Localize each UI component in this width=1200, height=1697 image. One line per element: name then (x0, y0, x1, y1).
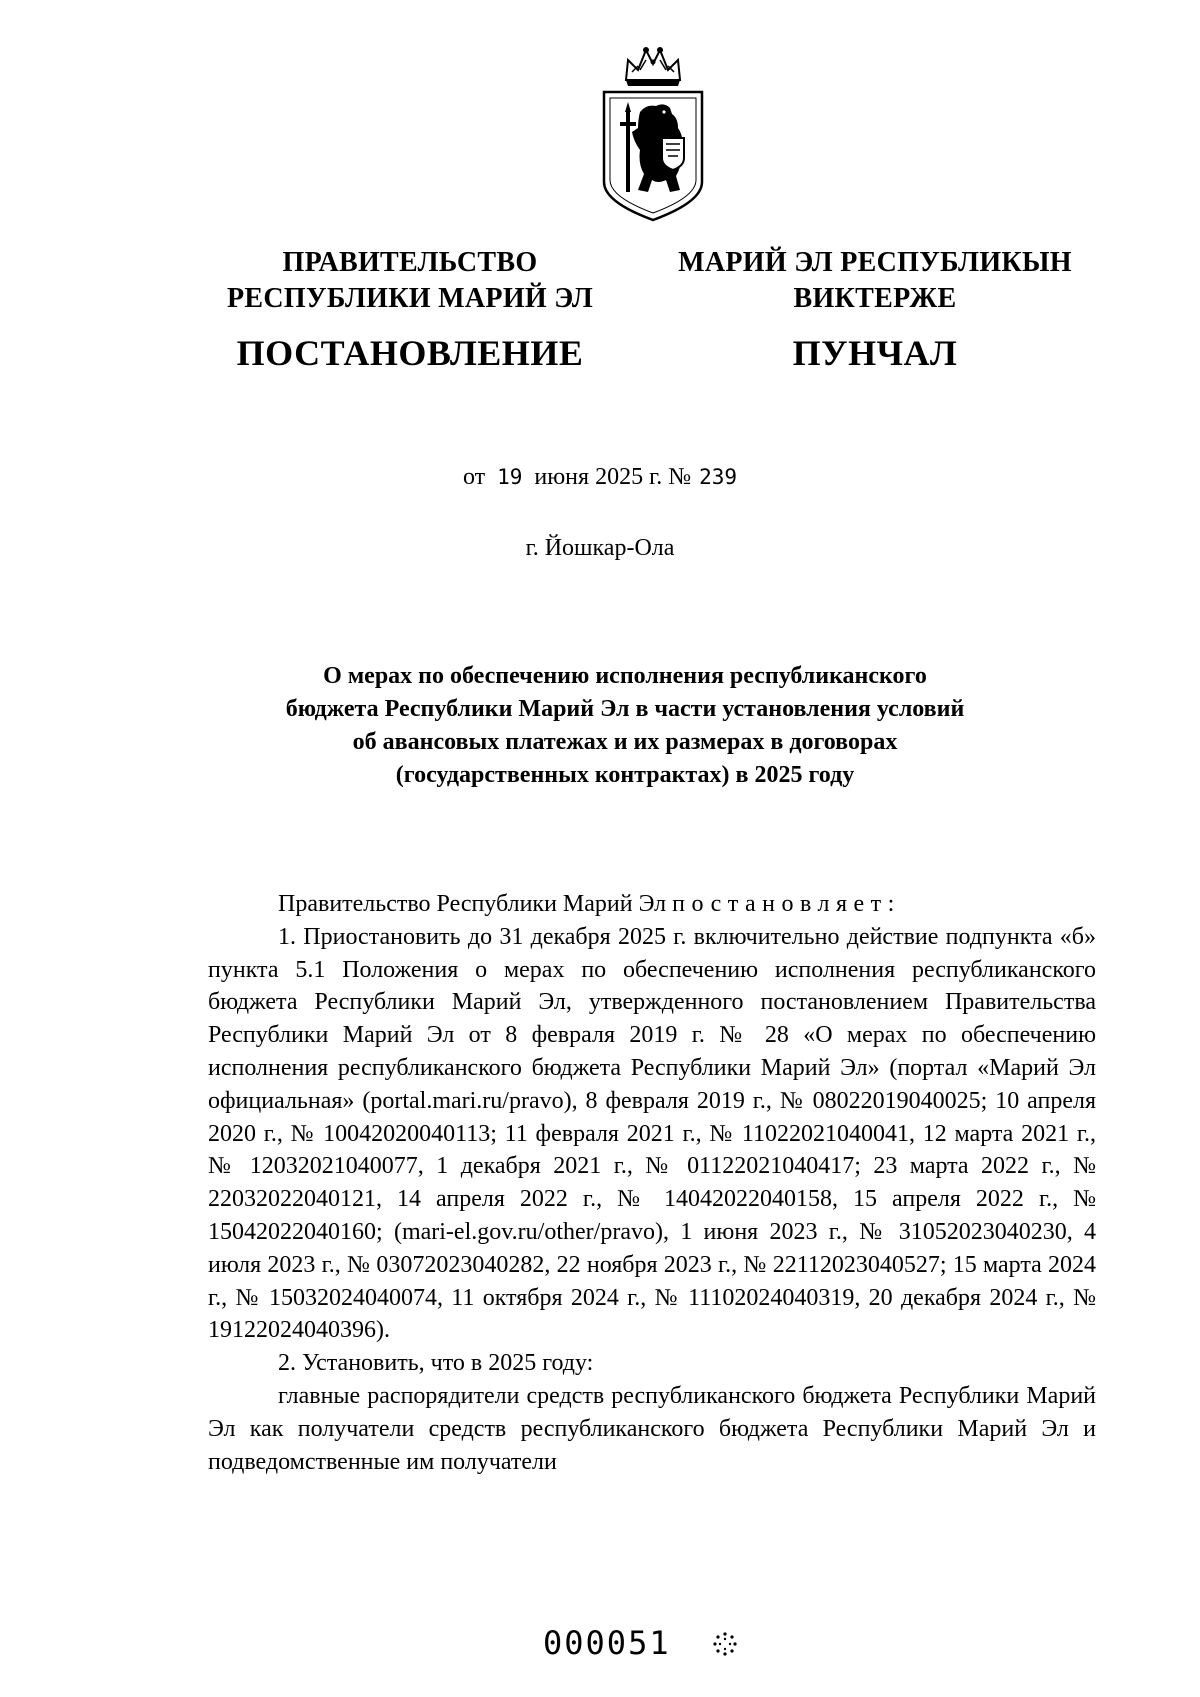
dateline-prefix: от (462, 464, 486, 490)
intro-spaced-verb: постановляет: (672, 891, 901, 917)
header-right-doc-type: ПУНЧАЛ (792, 333, 958, 373)
dateline-day: 19 (497, 465, 523, 489)
document-city: г. Йошкар-Ола (525, 535, 675, 561)
title-line: бюджета Республики Марий Эл в части установления условий (285, 696, 965, 722)
body-paragraph-1: 1. Приостановить до 31 декабря 2025 г. включительно действие подпункта «б» пункта 5.1 Положения о мерах по обеспечению исполнения республиканского бюджета Республики Марий Эл, утвержденного постановлением Правительства Республики Марий Эл от 8 февраля 2019 г. № 28 «О мерах по обеспечению исполнения республиканского бюджета Республики Марий Эл» (портал «Марий Эл официальная» (portal.mari.ru/pravo), 8 февраля 2019 г., № 08022019040025; 10 апреля 2020 г., № 10042020040113; 11 февраля 2021 г., № 11022021040041, 12 марта 2021 г., № 12032021040077, 1 декабря 2021 г., № 01122021040417; 23 марта 2022 г., № 22032022040121, 14 апреля 2022 г., № 14042022040158, 15 апреля 2022 г., № 15042022040160; (mari-el.gov.ru/other/pravo), 1 июня 2023 г., № 31052023040230, 4 июля 2023 г., № 03072023040282, 22 ноября 2023 г., № 22112023040527; 15 марта 2024 г., № 15032024040074, 11 октября 2024 г., № 11102024040319, 20 декабря 2024 г., № 19122024040396). (208, 923, 1096, 1344)
title-line: (государственных контрактах) в 2025 году (395, 762, 855, 788)
header-right-line2: ВИКТЕРЖЕ (793, 283, 957, 314)
body-paragraph-2: 2. Установить, что в 2025 году: (278, 1350, 594, 1377)
header-left-line1: ПРАВИТЕЛЬСТВО (282, 247, 538, 278)
document-dateline (0, 462, 1200, 492)
dateline-month-year: июня 2025 г. № (534, 464, 692, 490)
asterisk-mark-icon (712, 1631, 738, 1657)
title-line: О мерах по обеспечению исполнения республиканского (323, 663, 927, 689)
header-left (200, 245, 620, 375)
header-right-line1: МАРИЙ ЭЛ РЕСПУБЛИКЫН (678, 247, 1072, 278)
document-title (200, 660, 1050, 792)
body-paragraph-3: главные распорядители средств республиканского бюджета Республики Марий Эл как получатели средств республиканского бюджета Республики Марий Эл и подведомственные им получатели (208, 1382, 1096, 1475)
document-body (208, 888, 1096, 1478)
header-left-doc-type: ПОСТАНОВЛЕНИЕ (236, 333, 584, 373)
coat-of-arms-icon (598, 42, 708, 222)
header-left-line2: РЕСПУБЛИКИ МАРИЙ ЭЛ (227, 283, 593, 314)
header-right (650, 245, 1100, 375)
body-intro (208, 888, 1096, 921)
dateline-number: 239 (699, 465, 738, 489)
title-line: об авансовых платежах и их размерах в договорах (352, 729, 898, 755)
intro-text: Правительство Республики Марий Эл (278, 891, 667, 917)
footer-serial-number: 000051 (543, 1624, 671, 1662)
